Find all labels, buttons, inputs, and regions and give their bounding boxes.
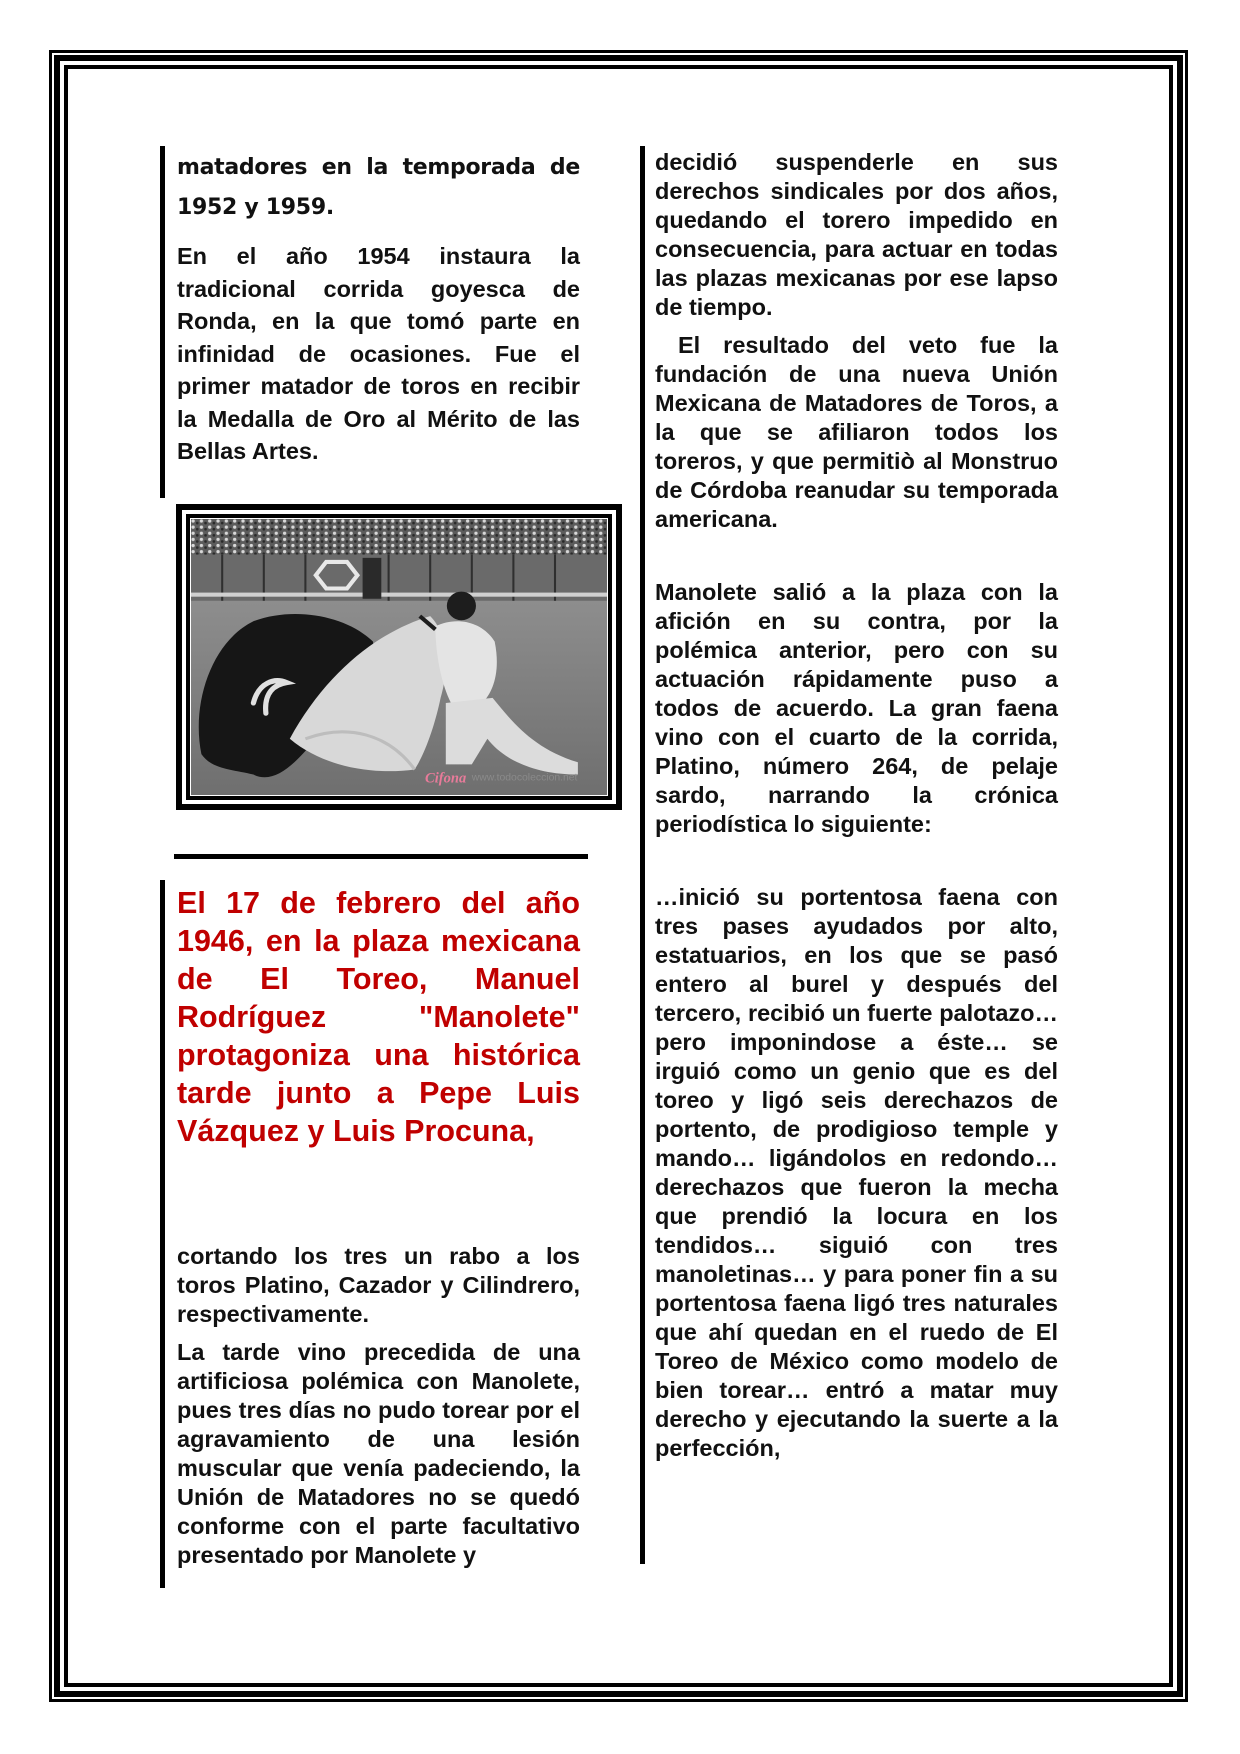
paragraph-goyesca: En el año 1954 instaura la tradicional corrida goyesca de Ronda, en la que tomó parte en infinidad de ocasiones. Fue el primer matador de toros en recibir la Medalla de Oro al Mérito de las Bellas Artes. (177, 243, 580, 464)
right-margin-bar (640, 146, 645, 1564)
left-column-top (177, 148, 580, 468)
paragraph-polemica: La tarde vino precedida de una artificiosa polémica con Manolete, pues tres días no pudo torear por el agravamiento de una lesión muscular que venía padeciendo, la Unión de Matadores no se quedó conforme con el parte facultativo presentado por Manolete y (177, 1339, 580, 1568)
bullfight-photo (191, 519, 607, 795)
headline-manolete: El 17 de febrero del año 1946, en la plaza mexicana de El Toreo, Manuel Rodríguez "Manolete" protagoniza una histórica tarde junto a Pepe Luis Vázquez y Luis Procuna, (177, 886, 580, 1148)
left-column-headline (177, 884, 580, 1150)
photo-signature: Cifona (425, 770, 467, 787)
paragraph-suspension: decidió suspenderle en sus derechos sindicales por dos años, quedando el torero impedido en consecuencia, para actuar en todas las plazas mexicanas por ese lapso de tiempo. (655, 149, 1058, 320)
left-column-bottom (177, 1242, 580, 1570)
photo-frame (176, 504, 622, 810)
paragraph-cronica: …inició su portentosa faena con tres pases ayudados por alto, estatuarios, en los que se pasó entero al burel y después del tercero, recibió un fuerte palotazo… pero imponindose a éste… se irguió como un genio que es del toreo y ligó seis derechazos de portento, de prodigioso temple y mando… ligándolos en redondo… derechazos que fueron la mecha que prendió la locura en los tendidos… siguió con tres manoletinas… y para poner fin a su portentosa faena ligó tres naturales que ahí quedan en el ruedo de El Toreo de México como modelo de bien torear… entró a matar muy derecho y ejecutando la suerte a la perfección, (655, 884, 1058, 1461)
left-margin-bar-top (160, 146, 165, 498)
paragraph-rabo: cortando los tres un rabo a los toros Platino, Cazador y Cilindrero, respectivamente. (177, 1243, 580, 1327)
paragraph-temporada-line2: 1952 y 1959. (177, 195, 334, 220)
section-divider (174, 854, 588, 859)
paragraph-plaza: Manolete salió a la plaza con la afición en su contra, por la polémica anterior, pero con su actuación rápidamente puso a todos de acuerdo. La gran faena vino con el cuarto de la corrida, Platino, número 264, de pelaje sardo, narrando la crónica periodística lo siguiente: (655, 579, 1058, 837)
left-margin-bar-bottom (160, 880, 165, 1588)
paragraph-temporada-line1: matadores en la temporada de (177, 155, 580, 180)
photo-watermark: www.todocoleccion.net (471, 772, 578, 784)
bullfight-photo-image (191, 519, 607, 795)
right-column (655, 148, 1065, 1463)
paragraph-veto: El resultado del veto fue la fundación de una nueva Unión Mexicana de Matadores de Toros, a la que se afiliaron todos los toreros, y que permitiò al Monstruo de Córdoba reanudar su temporada americana. (655, 332, 1065, 532)
